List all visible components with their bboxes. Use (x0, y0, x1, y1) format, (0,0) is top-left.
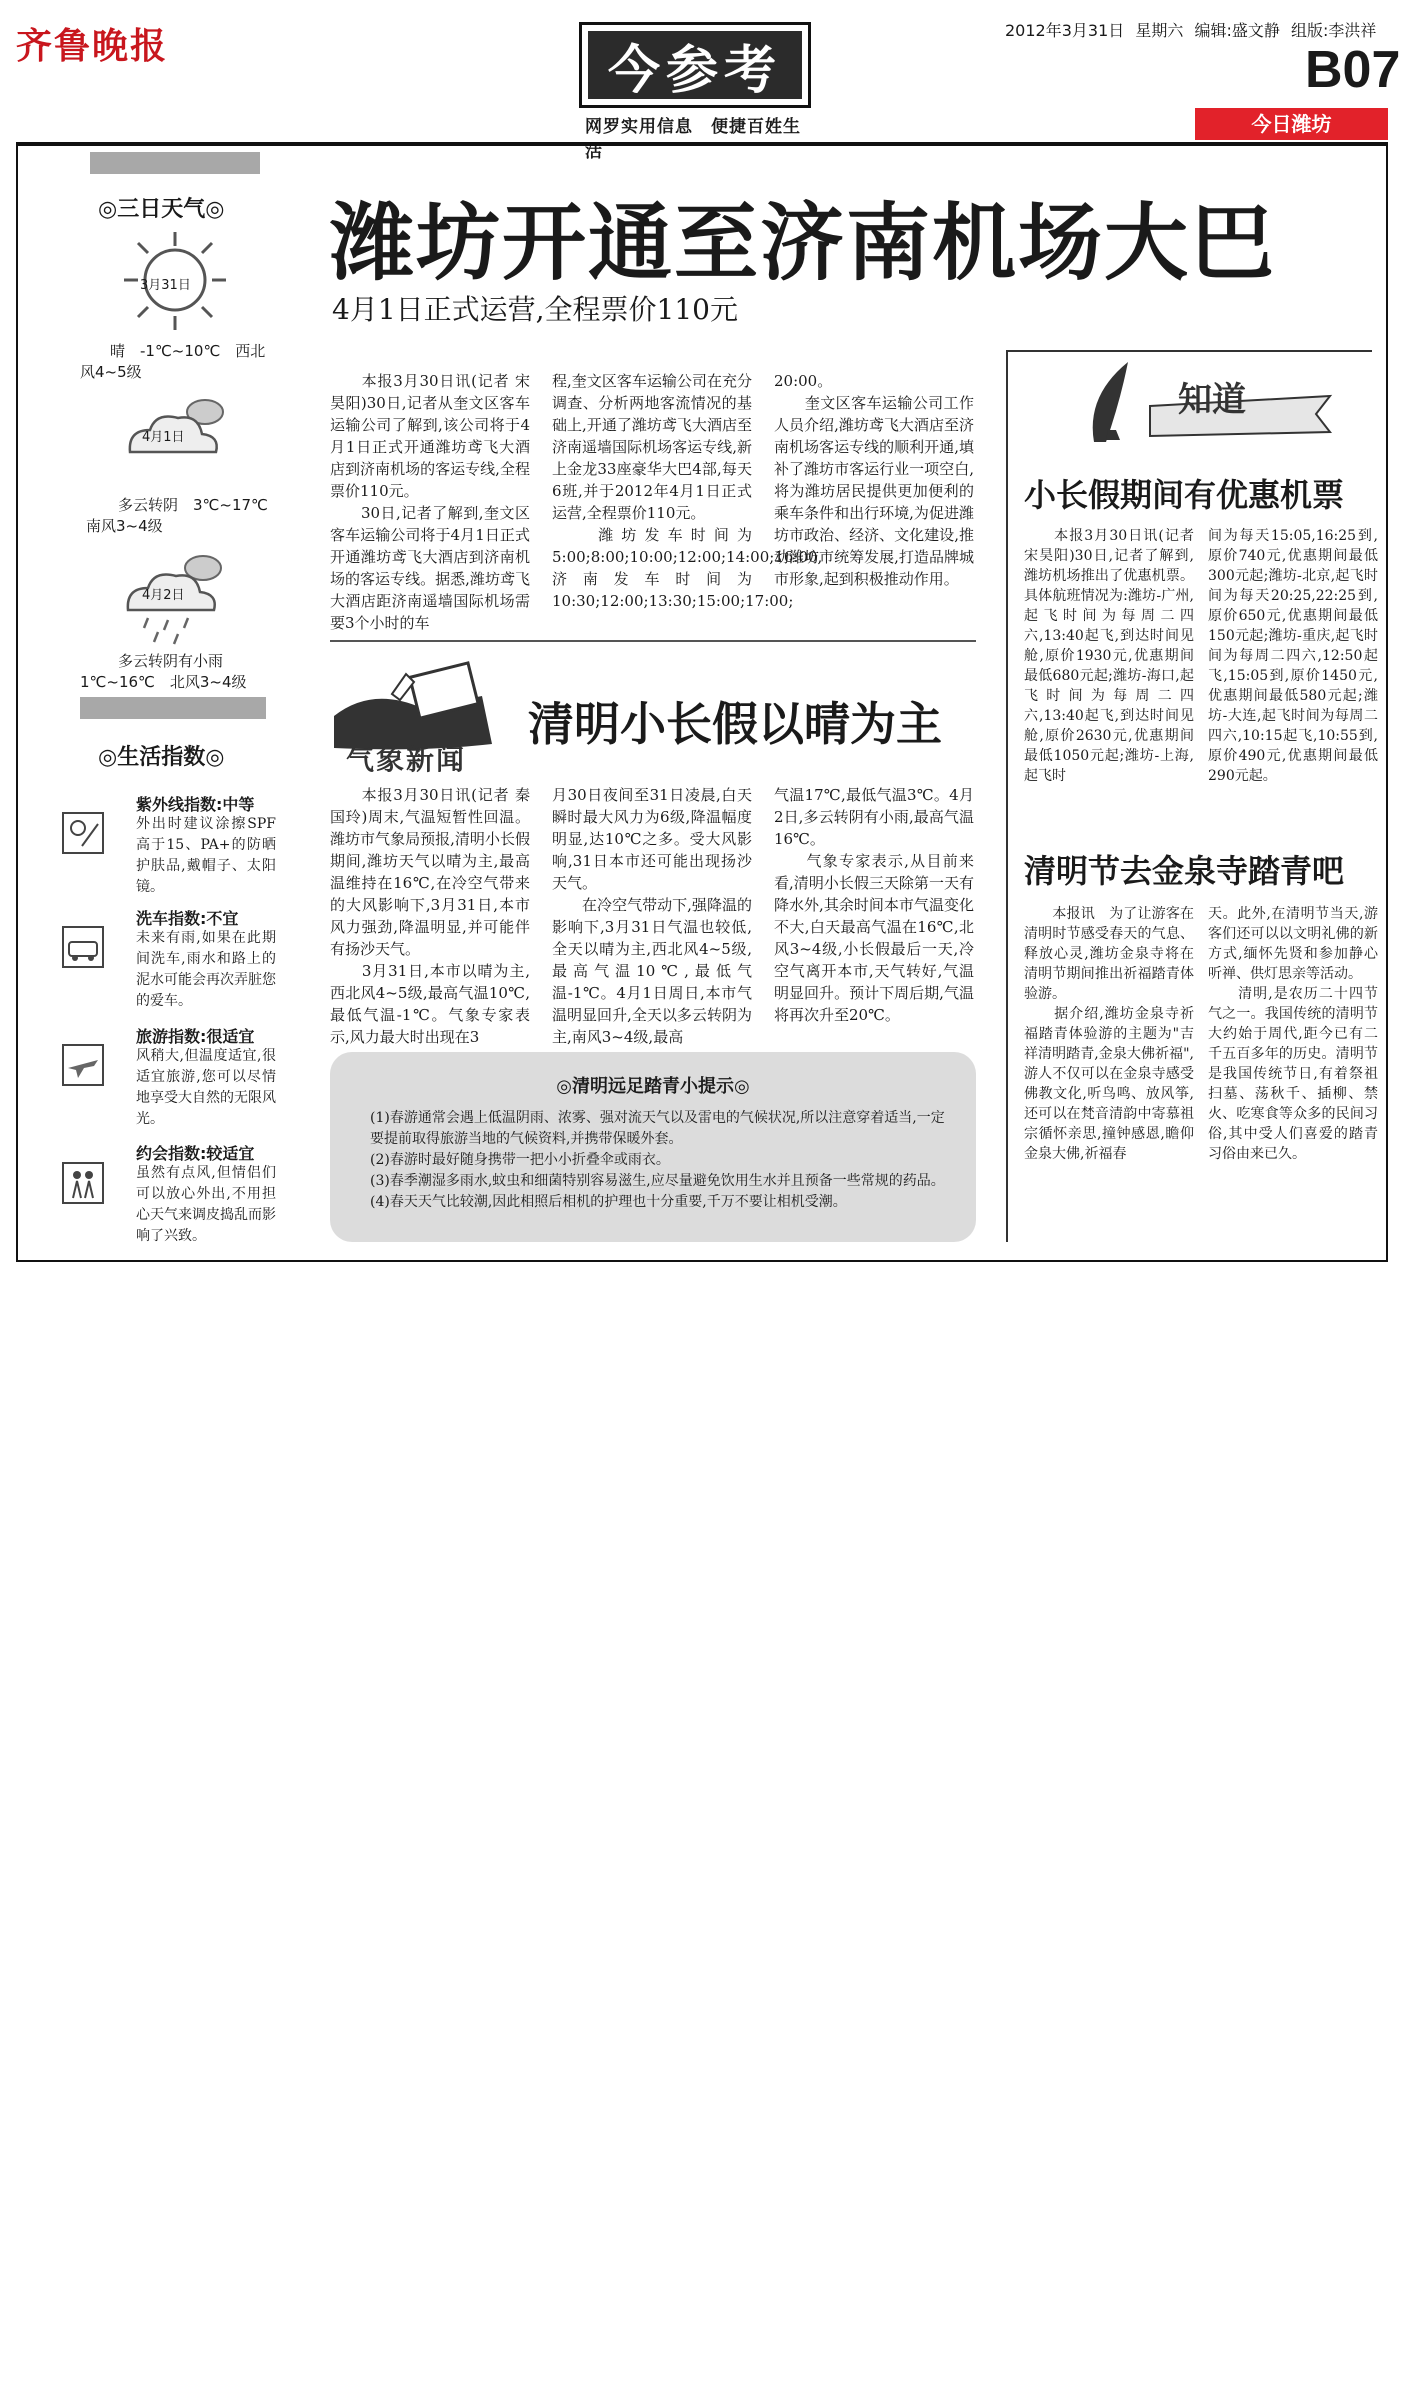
tip-item: (3)春季潮湿多雨水,蚊虫和细菌特别容易滋生,应尽量避免饮用生水并且预备一些常规的药品。 (370, 1173, 945, 1189)
date-couple-icon (62, 1162, 104, 1204)
day2-date: 4月1日 (142, 430, 185, 445)
temple-headline: 清明节去金泉寺踏青吧 (1024, 852, 1345, 890)
weather-news-column-2: 月30日夜间至31日凌晨,白天瞬时最大风力为6级,降温幅度明显,达10℃之多。受大风影响,31日本市还可能出现扬沙天气。 在冷空气带动下,强降温的影响下,3月31日气温也较低,全天以晴为主,西北风4~5级,最高气温10℃,最低气温-1℃。4月1日周日,本市气温明显回升,全天以多云转阴为主,南风3~4级,最高 (552, 786, 752, 1046)
zhidao-top-rule (1006, 350, 1372, 352)
tip-item: (2)春游时最好随身携带一把小小折叠伞或雨衣。 (370, 1152, 670, 1168)
day2-line2: 南风3~4级 (86, 517, 163, 535)
day3-line1: 多云转阴有小雨 (118, 652, 224, 670)
tips-title: ◎清明远足踏青小提示◎ (556, 1076, 750, 1097)
issue-date: 2012年3月31日 (1005, 21, 1125, 40)
day1-line2: 风4~5级 (80, 363, 142, 381)
car-icon (62, 926, 104, 968)
travel-index-title: 旅游指数:很适宜 (136, 1027, 255, 1046)
plane-icon (62, 1044, 104, 1086)
weather-news-badge: 气象新闻 (346, 743, 467, 776)
newspaper-brand: 齐鲁晚报 (16, 25, 169, 67)
airfare-headline: 小长假期间有优惠机票 (1024, 476, 1345, 514)
page-number: B07 (1305, 41, 1401, 99)
airfare-column-1: 本报3月30日讯(记者 宋昊阳)30日,记者了解到,潍坊机场推出了优惠机票。具体航班情况为:潍坊-广州,起飞时间为每周二四六,13:40起飞,到达时间见舱,原价1930元,优惠期间最低680元起;潍坊-海口,起飞时间为每周二四六,13:40起飞,到达时间见舱,原价2630元,优惠期间最低1050元起;潍坊-上海,起飞时 (1024, 528, 1199, 784)
section-logo (579, 22, 811, 108)
day1-date: 3月31日 (140, 278, 191, 293)
dating-index-title: 约会指数:较适宜 (136, 1144, 255, 1163)
issue-editor: 编辑:盛文静 (1194, 21, 1280, 40)
carwash-index-title: 洗车指数:不宜 (136, 909, 239, 928)
day3-date: 4月2日 (142, 588, 185, 603)
zhidao-badge: 知道 (1178, 380, 1246, 420)
tip-item: (4)春天天气比较潮,因此相照后相机的护理也十分重要,千万不要让相机受潮。 (370, 1194, 847, 1210)
temple-column-1: 本报讯 为了让游客在清明时节感受春天的气息、释放心灵,潍坊金泉寺将在清明节期间推出祈福踏青体验游。 据介绍,潍坊金泉寺祈福踏青体验游的主题为"吉祥清明踏青,金泉大佛祈福",游人不仅可以在金泉寺感受佛教文化,听鸟鸣、放风筝,还可以在梵音清韵中寄慕祖宗循怀亲思,撞钟感恩,瞻仰金泉大佛,祈福春 (1024, 906, 1194, 1162)
issue-layout: 组版:李洪祥 (1290, 21, 1377, 40)
airfare-column-2: 间为每天15:05,16:25到,原价740元,优惠期间最低300元起;潍坊-北京,起飞时间为每天20:25,22:25到,原价650元,优惠期间最低150元起;潍坊-重庆,起飞时间为每周二四六,12:50起飞,15:05到,原价1450元,优惠期间最低580元起;潍坊-大连,起飞时间为每周二四六,10:15起飞,10:55到,原价490元,优惠期间最低290元起。 (1208, 528, 1378, 784)
section-logo-text: 今参考 (607, 39, 782, 101)
section-tab: 今日潍坊 (1195, 108, 1388, 140)
uv-index-body: 外出时建议涂擦SPF高于15、PA+的防晒护肤品,戴帽子、太阳镜。 (136, 816, 276, 895)
lead-column-1: 本报3月30日讯(记者 宋昊阳)30日,记者从奎文区客车运输公司了解到,该公司将于4月1日正式开通潍坊鸢飞大酒店到济南机场的客运专线,全程票价110元。 30日,记者了解到,奎文区客车运输公司将于4月1日正式开通潍坊鸢飞大酒店到济南机场的客运专线。据悉,潍坊鸢飞大酒店距济南遥墙国际机场需要3个小时的车 (330, 372, 530, 632)
issue-weekday: 星期六 (1135, 21, 1184, 40)
issue-meta (1005, 18, 1376, 41)
section-slogan: 网罗实用信息 便捷百姓生活 (585, 117, 801, 162)
sidebar-top-bar (90, 152, 260, 174)
lead-subhead: 4月1日正式运营,全程票价110元 (332, 293, 738, 326)
uv-index-title: 紫外线指数:中等 (136, 795, 255, 814)
carwash-index-body: 未来有雨,如果在此期间洗车,雨水和路上的泥水可能会再次弄脏您的爱车。 (136, 930, 276, 1009)
weather-title: ◎三日天气◎ (98, 197, 225, 222)
weather-news-headline: 清明小长假以晴为主 (528, 697, 942, 751)
weather-news-column-3: 气温17℃,最低气温3℃。4月2日,多云转阴有小雨,最高气温16℃。 气象专家表示,从目前来看,清明小长假三天除第一天有降水外,其余时间本市气温变化不大,白天最高气温在16℃,北风3~4级,小长假最后一天,冷空气离开本市,天气转好,气温明显回升。预计下周后期,气温将再次升至20℃。 (774, 786, 974, 1024)
uv-icon (62, 812, 104, 854)
travel-index-body: 风稍大,但温度适宜,很适宜旅游,您可以尽情地享受大自然的无限风光。 (136, 1048, 276, 1127)
day1-line1: 晴 -1℃~10℃ 西北 (110, 342, 266, 360)
temple-column-2: 天。此外,在清明节当天,游客们还可以以文明礼佛的新方式,缅怀先贤和参加静心听禅、供灯思亲等活动。 清明,是农历二十四节气之一。我国传统的清明节大约始于周代,距今已有二千五百多年的历史。清明节是我国传统节日,有着祭祖扫墓、荡秋千、插柳、禁火、吃寒食等众多的民间习俗,其中受人们喜爱的踏青习俗由来已久。 (1208, 906, 1378, 1162)
day3-line2: 1℃~16℃ 北风3~4级 (80, 673, 247, 691)
life-index-title: ◎生活指数◎ (98, 745, 225, 770)
section-divider (330, 640, 976, 642)
lead-column-3: 20:00。 奎文区客车运输公司工作人员介绍,潍坊鸢飞大酒店至济南机场客运专线的顺利开通,填补了潍坊市客运行业一项空白,将为潍坊居民提供更加便利的乘车条件和出行环境,为促进潍坊市政治、经济、文化建设,推动潍坊市统筹发展,打造品牌城市形象,起到积极推动作用。 (774, 372, 974, 588)
tips-box (330, 1052, 976, 1242)
lead-headline: 潍坊开通至济南机场大巴 (330, 194, 1277, 292)
dating-index-body: 虽然有点风,但情侣们可以放心外出,不用担心天气来调皮捣乱而影响了兴致。 (136, 1165, 276, 1244)
weather-news-column-1: 本报3月30日讯(记者 秦国玲)周末,气温短暂性回温。潍坊市气象局预报,清明小长假期间,潍坊天气以晴为主,最高温维持在16℃,在冷空气带来的大风影响下,3月31日,本市风力强劲,降温明显,并可能伴有扬沙天气。 3月31日,本市以晴为主,西北风4~5级,最高气温10℃,最低气温-1℃。气象专家表示,风力最大时出现在3 (330, 786, 530, 1046)
zhidao-side-rule (1006, 350, 1008, 1242)
sidebar-mid-bar (80, 697, 266, 719)
lead-column-2: 程,奎文区客车运输公司在充分调查、分析两地客流情况的基础上,开通了潍坊鸢飞大酒店至济南遥墙国际机场客运专线,新上金龙33座豪华大巴4部,每天6班,并于2012年4月1日正式运营,全程票价110元。 潍坊发车时间为5:00;8:00;10:00;12:00;14:00;16:00,济南发车时间为10:30;12:00;13:30;15:00;17:00; (552, 372, 823, 610)
day2-line1: 多云转阴 3℃~17℃ (118, 496, 268, 514)
tip-item: (1)春游通常会遇上低温阴雨、浓雾、强对流天气以及雷电的气候状况,所以注意穿着适当,一定要提前取得旅游当地的气候资料,并携带保暖外套。 (370, 1110, 945, 1147)
